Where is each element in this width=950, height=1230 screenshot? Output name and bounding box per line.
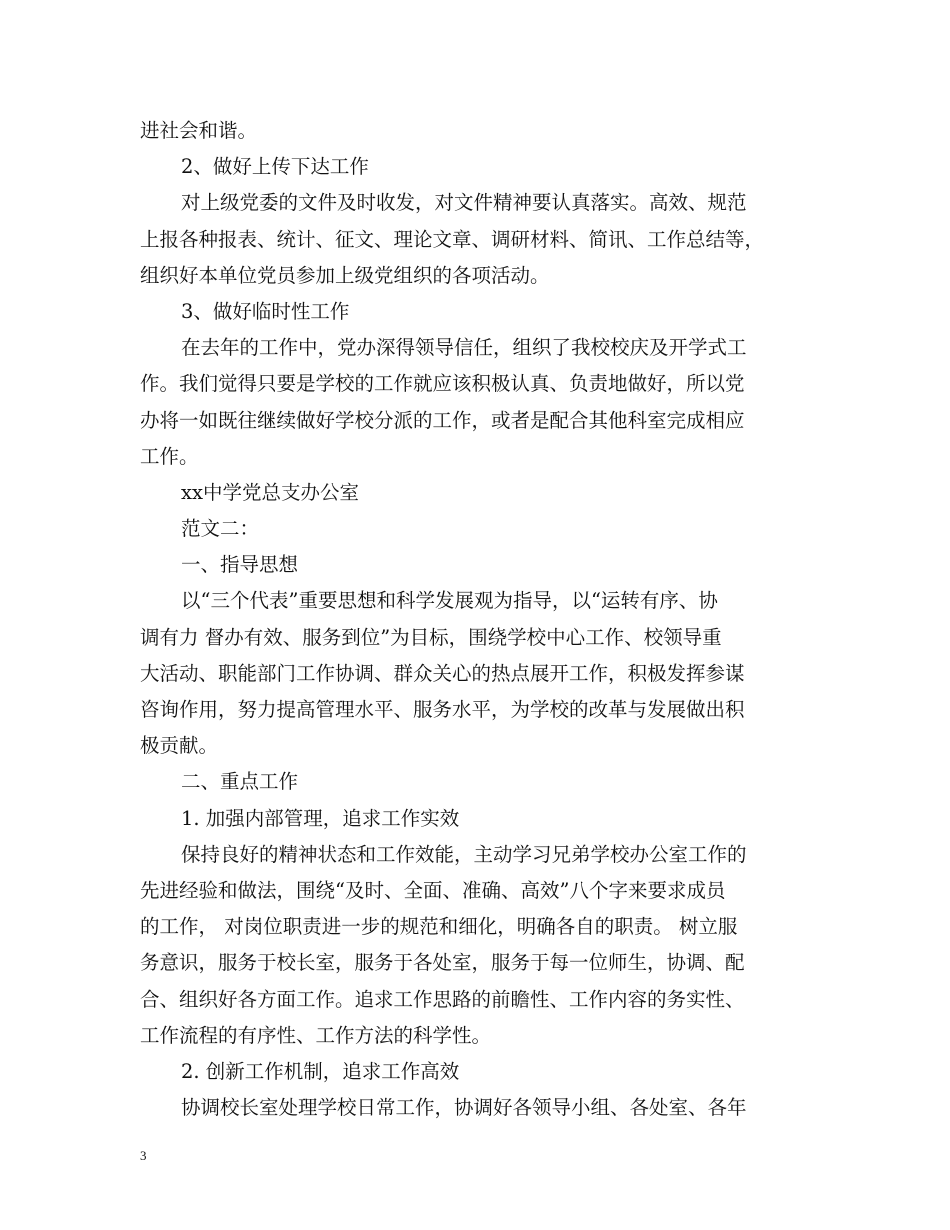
text-line: 调有力 督办有效、服务到位”为目标，围绕学校中心工作、校领导重 — [140, 625, 722, 649]
text-line: 大活动、职能部门工作协调、群众关心的热点展开工作，积极发挥参谋 — [140, 661, 745, 685]
text-line: 咨询作用，努力提高管理水平、服务水平，为学校的改革与发展做出积 — [140, 698, 745, 721]
text-line: 3、做好临时性工作 — [181, 299, 350, 323]
text-line: 工作流程的有序性、工作方法的科学性。 — [140, 1023, 492, 1047]
text-line: 1. 加强内部管理，追求工作实效 — [181, 806, 460, 830]
document-body — [140, 113, 820, 1126]
text-line: 极贡献。 — [140, 734, 219, 758]
text-line: 对上级党委的文件及时收发，对文件精神要认真落实。高效、规范 — [181, 191, 747, 215]
text-line: 上报各种报表、统计、征文、理论文章、调研材料、简讯、工作总结等， — [140, 227, 765, 251]
text-line: 的工作， 对岗位职责进一步的规范和细化，明确各自的职责。 树立服 — [140, 915, 738, 939]
text-line: 合、组织好各方面工作。追求工作思路的前瞻性、工作内容的务实性、 — [140, 987, 745, 1011]
text-line: 协调校长室处理学校日常工作，协调好各领导小组、各处室、各年 — [181, 1096, 747, 1120]
text-line: 办将一如既往继续做好学校分派的工作，或者是配合其他科室完成相应 — [140, 408, 745, 432]
page-number: 3 — [140, 1148, 147, 1163]
text-line: 先进经验和做法，围绕“及时、全面、准确、高效”八个字来要求成员 — [140, 878, 726, 902]
text-line: 务意识，服务于校长室，服务于各处室，服务于每一位师生，协调、配 — [140, 951, 745, 975]
text-line: 范文二： — [181, 517, 260, 541]
text-line: xx中学党总支办公室 — [181, 480, 359, 504]
text-line: 一、指导思想 — [181, 553, 299, 577]
text-line: 在去年的工作中，党办深得领导信任，组织了我校校庆及开学式工 — [181, 336, 747, 360]
text-line: 进社会和谐。 — [140, 119, 258, 142]
text-line: 作。我们觉得只要是学校的工作就应该积极认真、负责地做好，所以党 — [140, 372, 745, 396]
text-line: 二、重点工作 — [181, 770, 299, 794]
text-line: 以“三个代表”重要思想和科学发展观为指导，以“运转有序、协 — [181, 589, 718, 613]
text-line: 保持良好的精神状态和工作效能，主动学习兄弟学校办公室工作的 — [181, 842, 747, 866]
text-line: 2、做好上传下达工作 — [181, 155, 369, 179]
text-line: 工作。 — [140, 444, 199, 468]
text-line: 组织好本单位党员参加上级党组织的各项活动。 — [140, 263, 550, 287]
text-line: 2. 创新工作机制，追求工作高效 — [181, 1059, 460, 1083]
